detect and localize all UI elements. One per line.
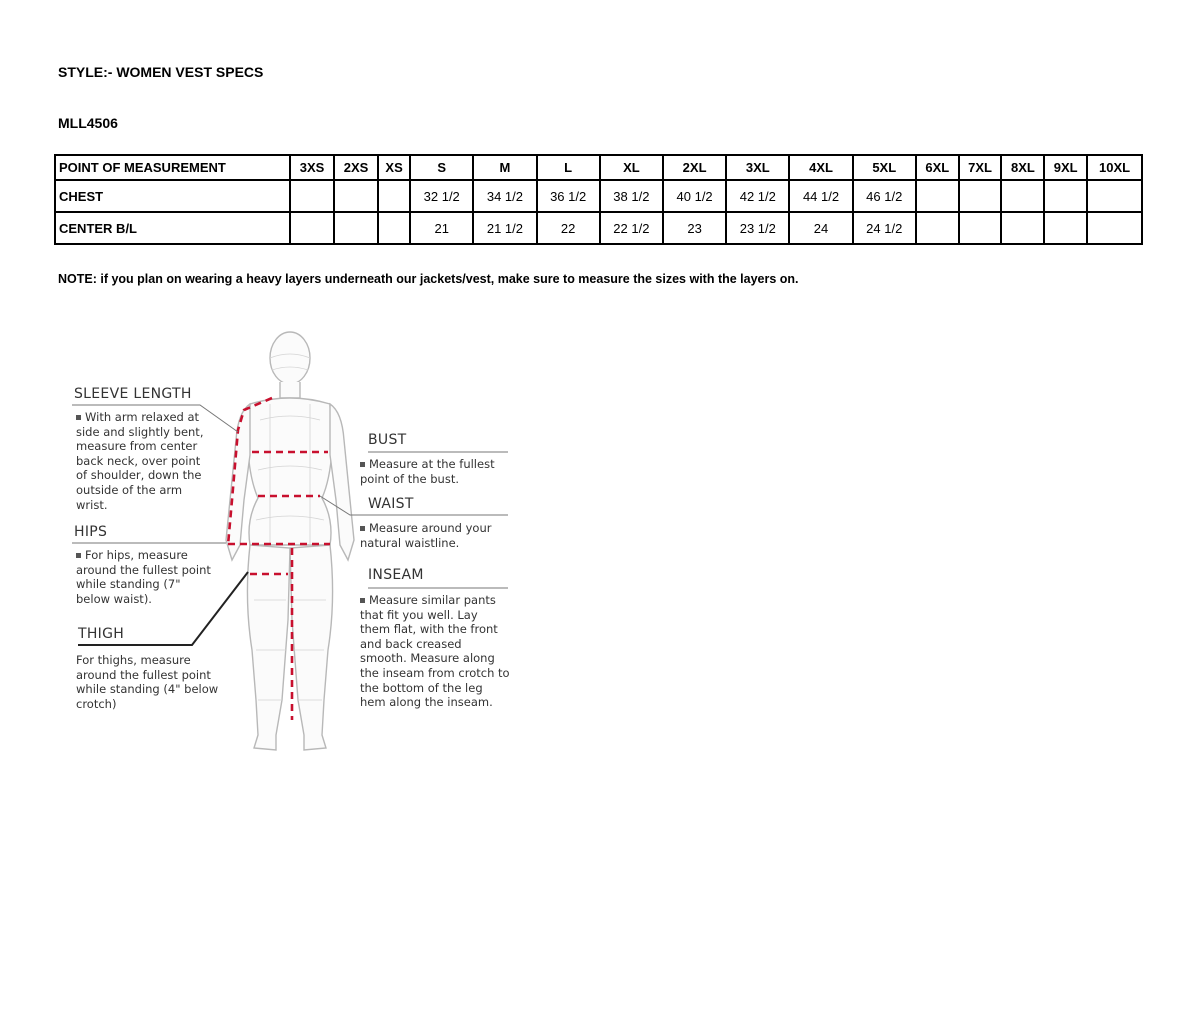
bullet-icon [360, 526, 365, 531]
size-header: S [410, 155, 473, 180]
bullet-icon [360, 598, 365, 603]
size-header: 2XL [663, 155, 726, 180]
table-cell: 21 1/2 [473, 212, 536, 244]
table-cell: 46 1/2 [853, 180, 916, 212]
table-cell: 32 1/2 [410, 180, 473, 212]
style-title: STYLE:- WOMEN VEST SPECS [58, 64, 264, 80]
sleeve-length-title: SLEEVE LENGTH [74, 386, 192, 402]
hips-text: For hips, measure around the fullest point while standing (7" below waist). [76, 548, 211, 606]
size-header: 7XL [959, 155, 1002, 180]
size-header: 4XL [789, 155, 852, 180]
size-header: 3XS [290, 155, 334, 180]
table-cell: 38 1/2 [600, 180, 663, 212]
hips-title: HIPS [74, 524, 108, 540]
table-cell: 42 1/2 [726, 180, 789, 212]
size-header: L [537, 155, 600, 180]
size-header: 3XL [726, 155, 789, 180]
size-header: 5XL [853, 155, 916, 180]
table-cell: 21 [410, 212, 473, 244]
table-cell: 23 1/2 [726, 212, 789, 244]
size-header: 10XL [1087, 155, 1142, 180]
table-cell: 23 [663, 212, 726, 244]
female-body-outline [226, 332, 354, 750]
inseam-title: INSEAM [368, 567, 424, 583]
table-cell: 36 1/2 [537, 180, 600, 212]
table-cell: 24 [789, 212, 852, 244]
table-cell: 44 1/2 [789, 180, 852, 212]
size-header: XS [378, 155, 410, 180]
waist-text: Measure around your natural waistline. [360, 521, 492, 550]
size-header: 8XL [1001, 155, 1044, 180]
waist-title: WAIST [368, 496, 414, 512]
table-cell: 34 1/2 [473, 180, 536, 212]
row-label: CHEST [55, 180, 290, 212]
size-header: 9XL [1044, 155, 1087, 180]
thigh-text: For thighs, measure around the fullest point while standing (4" below crotch) [76, 653, 219, 711]
table-cell: 24 1/2 [853, 212, 916, 244]
bullet-icon [76, 415, 81, 420]
size-header: 2XS [334, 155, 378, 180]
thigh-title: THIGH [78, 626, 125, 642]
size-header: 6XL [916, 155, 959, 180]
table-cell: 22 1/2 [600, 212, 663, 244]
bullet-icon [360, 462, 365, 467]
size-header: M [473, 155, 536, 180]
size-header: XL [600, 155, 663, 180]
layering-note: NOTE: if you plan on wearing a heavy layers underneath our jackets/vest, make sure to measure the sizes with the layers on. [58, 272, 799, 286]
row-label: CENTER B/L [55, 212, 290, 244]
bust-text: Measure at the fullest point of the bust. [360, 457, 495, 486]
sleeve-length-text: With arm relaxed at side and slightly bent, measure from center back neck, over point of shoulder, down the outside of the arm wrist. [76, 410, 204, 512]
bullet-icon [76, 553, 81, 558]
bust-title: BUST [368, 432, 407, 448]
table-cell: 22 [537, 212, 600, 244]
style-code: MLL4506 [58, 115, 118, 131]
inseam-text: Measure similar pants that fit you well. Lay them flat, with the front and back creased smooth. Measure along the inseam from crotch to the bottom of the leg hem along the inseam. [360, 593, 510, 710]
point-of-measurement-header: POINT OF MEASUREMENT [55, 155, 290, 180]
table-cell: 40 1/2 [663, 180, 726, 212]
